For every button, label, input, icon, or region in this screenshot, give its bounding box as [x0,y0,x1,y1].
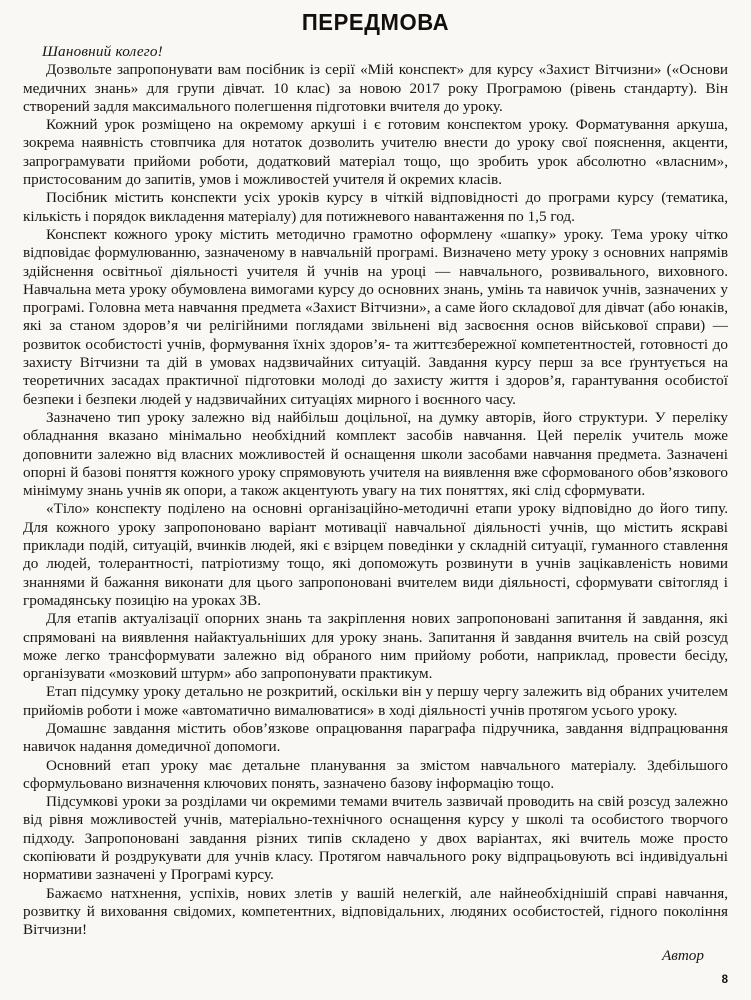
salutation: Шановний колего! [42,43,163,60]
page-number: 8 [721,974,728,986]
paragraph: Зазначено тип уроку залежно від найбільш доцільної, на думку авторів, його структури. У переліку обладнання вказано мінімально необхідний комплект засобів навчання. Цей перелік учитель може доповнити залежно від власних можливостей й оснащення школи засобами навчання предмета. Зазначені опорні й базові поняття кожного уроку спрямовують учителя на виявлення вже сформованого обов’язкового мінімуму знань учнів як опори, а також акцентують увагу на тих поняттях, які слід сформувати. [23,408,728,500]
signature: Автор [661,946,704,964]
page-title: ПЕРЕДМОВА [301,9,450,35]
paragraph: Підсумкові уроки за розділами чи окремими темами вчитель зазвичай проводить на свій розсуд залежно від рівня можливостей учнів, матеріально-технічного оснащення курсу у школі та особистого творчого підходу. Запропоновані завдання різних типів складено у двох варіантах, які вчитель може просто скопіювати й роздрукувати для учнів класу. Протягом навчального року відпрацьовують всі індивідуальні нормативи зазначені у Програмі курсу. [23,793,728,884]
paragraph: Посібник містить конспекти усіх уроків курсу в чіткій відповідності до програми курсу (тематика, кількість і порядок викладення матеріалу) для потижневого навантаження по 1,5 год. [23,189,728,225]
paragraph: Основний етап уроку має детальне планування за змістом навчального матеріалу. Здебільшого сформульовано визначення ключових понять, зазначено базову інформацію тощо. [23,756,728,792]
paragraph: «Тіло» конспекту поділено на основні організаційно-методичні етапи уроку відповідно до його типу. Для кожного уроку запропоновано варіант мотивації навчальної діяльності учнів, що містить яскраві приклади подій, ситуацій, вчинків людей, які є взірцем поведінки у складній ситуації, гуманного ставлення до людей, толерантності, патріотизму тощо, які допоможуть розвинути в учнів зацікавленість новими знаннями й бажання виконати для цього запропоновані вчителем види діяльності, сформувати світогляд і громадянську позицію на уроках ЗВ. [23,500,728,609]
paragraph: Дозвольте запропонувати вам посібник із серії «Мій конспект» для курсу «Захист Вітчизни» («Основи медичних знань» для групи дівчат. 10 клас) за новою 2017 року Програмою (рівень стандарту). Він створений задля максимального полегшення підготовки вчителя до уроку. [23,61,728,115]
paragraph: Конспект кожного уроку містить методично грамотно оформлену «шапку» уроку. Тема уроку чітко відповідає формулюванню, зазначеному в навчальній програмі. Визначено мету уроку з основних напрямів здійснення освітньої діяльності учителя й учнів на уроці — навчального, розвивального, виховного. Навчальна мета уроку обумовлена вимогами курсу до основних знань, умінь та навичок учнів, зазначених у програмі. Головна мета навчання предмета «Захист Вітчизни», а саме його складової для дівчат (або юнаків, які за станом здоров’я чи релігійними поглядами звільнені від засвоєння основ військової справи) — розвиток особистості учнів, формування їхніх здоров’я- та життєзбережної компетентностей, готовності до захисту Вітчизни та дій в умовах надзвичайних ситуацій. Завдання курсу перш за все ґрунтується на теоретичних засадах практичної підготовки молоді до захисту життя і здоров’я, гарантування особистої безпеки і безпеки людей у надзвичайних ситуаціях мирного і воєнного часу. [23,225,728,408]
paragraph: Кожний урок розміщено на окремому аркуші і є готовим конспектом уроку. Форматування аркуша, зокрема наявність стовпчика для нотаток дозволить учителю внести до уроку свої пояснення, акценти, запрограмувати прийоми роботи, додатковий матеріал тощо, що зробить урок абсолютно «власним», пристосованим до запитів, умов і можливостей учителя й окремих класів. [23,116,728,189]
document-body [23,43,728,965]
paragraph: Для етапів актуалізації опорних знань та закріплення нових запропоновані запитання й завдання, які спрямовані на виявлення найактуальніших для уроку знань. Запитання й завдання вчитель на свій розсуд може легко трансформувати залежно від обраного ним прийому роботи, наприклад, провести бесіду, організувати «мозковий штурм» або запропонувати практикум. [23,610,728,683]
paragraph: Етап підсумку уроку детально не розкритий, оскільки він у першу чергу залежить від обраних учителем прийомів роботи і може «автоматично вималюватися» в ході діяльності учнів протягом усього уроку. [23,683,728,719]
paragraph: Бажаємо натхнення, успіхів, нових злетів у вашій нелегкій, але найнеобхіднішій справі навчання, розвитку й виховання свідомих, компетентних, відповідальних, людяних особистостей, гідного покоління Вітчизни! [23,884,728,939]
paragraph: Домашнє завдання містить обов’язкове опрацювання параграфа підручника, завдання відпрацювання навичок надання домедичної допомоги. [23,719,728,756]
